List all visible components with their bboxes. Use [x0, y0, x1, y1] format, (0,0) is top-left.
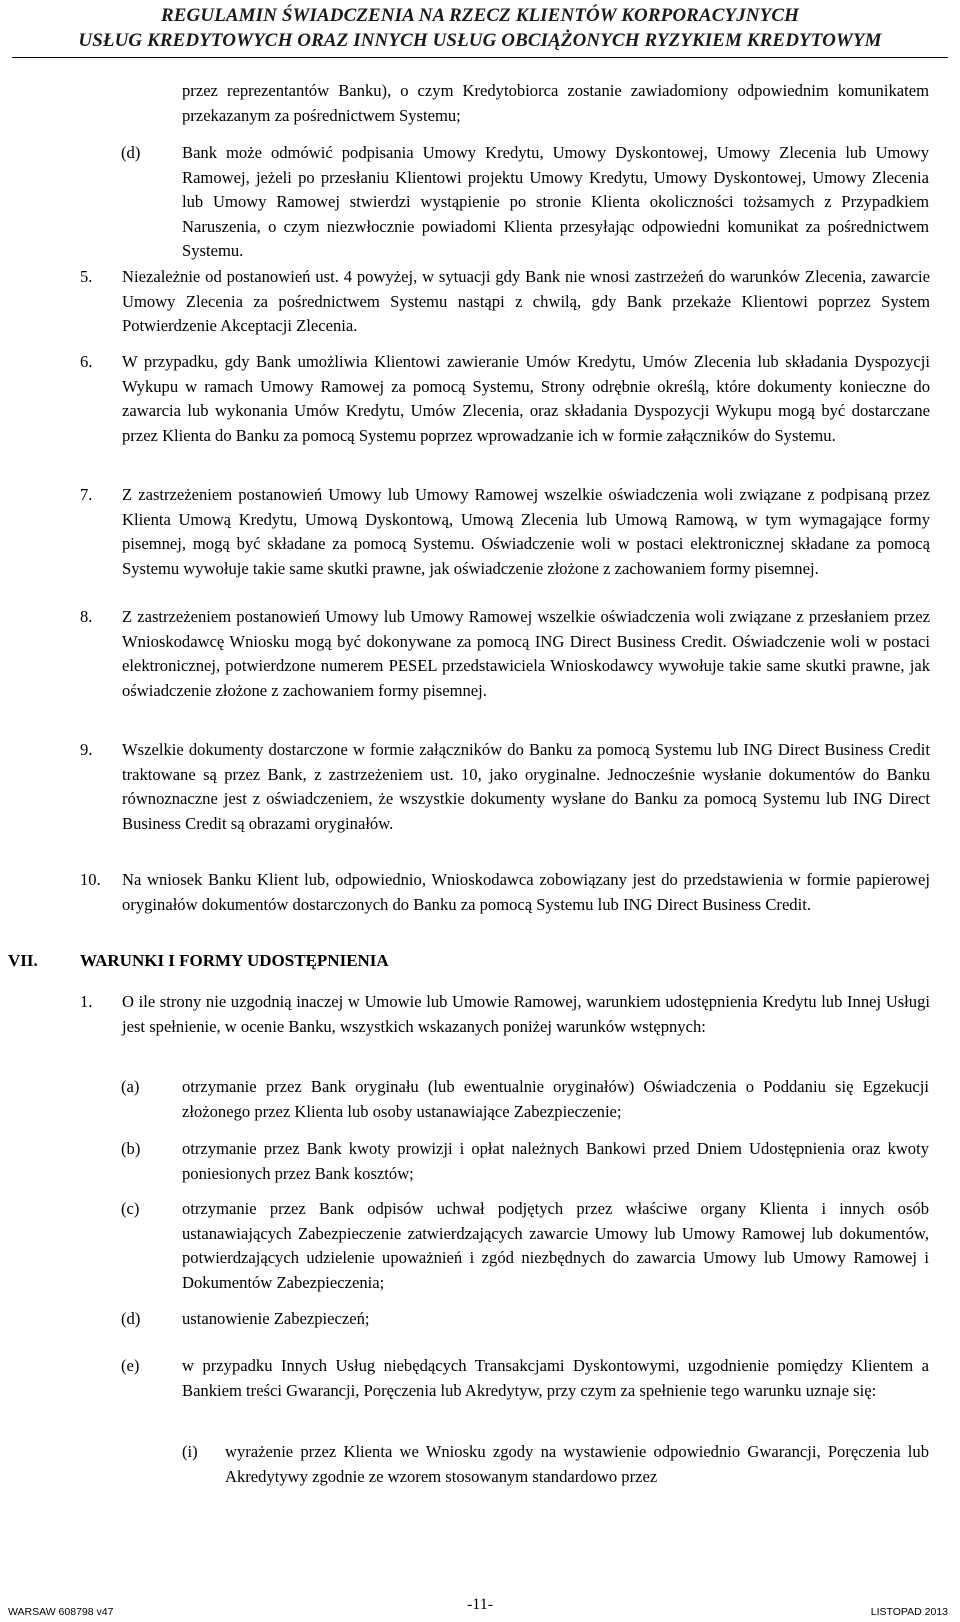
page-header [0, 3, 960, 53]
item-number-7: 7. [80, 485, 93, 504]
section-item-text-1: O ile strony nie uzgodnią inaczej w Umowie lub Umowie Ramowej, warunkiem udostępnienia Kredytu lub Innej Usługi jest spełnienie, w ocenie Banku, wszystkich wskazanych poniżej warunków wstępnych: [122, 992, 930, 1036]
item-number-10: 10. [80, 870, 101, 889]
item-number-5: 5. [80, 267, 93, 286]
footer-document-ref: WARSAW 608798 v47 [8, 1606, 114, 1618]
item-text-8: Z zastrzeżeniem postanowień Umowy lub Umowy Ramowej wszelkie oświadczenia woli związane z przesłaniem przez Wnioskodawcę Wniosku mogą być dokonywane za pomocą ING Direct Business Credit. Oświadczenie woli w postaci elektronicznej, potwierdzone numerem PESEL przedstawiciela Wnioskodawcy wywołuje takie same skutki prawne, jak oświadczenie złożone z zachowaniem formy pisemnej. [122, 607, 930, 700]
item-text-6: W przypadku, gdy Bank umożliwia Klientowi zawieranie Umów Kredytu, Umów Zlecenia lub składania Dyspozycji Wykupu w ramach Umowy Ramowej za pomocą Systemu, Strony odrębnie określą, które dokumenty konieczne do zawarcia lub wykonania Umów Kredytu, Umów Zlecenia, oraz składania Dyspozycji Wykupu mogą być dostarczane przez Klienta do Banku za pomocą Systemu poprzez wprowadzanie ich w formie załączników do Systemu. [122, 352, 930, 445]
item-number-8: 8. [80, 607, 93, 626]
header-title-line-1: REGULAMIN ŚWIADCZENIA NA RZECZ KLIENTÓW KORPORACYJNYCH [161, 5, 799, 26]
item-text-7: Z zastrzeżeniem postanowień Umowy lub Umowy Ramowej wszelkie oświadczenia woli związane z podpisaną przez Klienta Umową Kredytu, Umową Dyskontową, Umową Zlecenia lub Umową Ramową, w tym wymagające formy pisemnej, mogą być składane za pomocą Systemu. Oświadczenie woli w postaci elektronicznej składane za pomocą Systemu wywołuje takie same skutki prawne, jak oświadczenie złożone z zachowaniem formy pisemnej. [122, 485, 930, 578]
condition-label-c: (c) [121, 1199, 140, 1218]
condition-text-d: ustanowienie Zabezpieczeń; [182, 1309, 370, 1328]
sub-condition-label-i: (i) [182, 1442, 198, 1461]
item-text-5: Niezależnie od postanowień ust. 4 powyżej, w sytuacji gdy Bank nie wnosi zastrzeżeń do warunków Zlecenia, zawarcie Umowy Zlecenia za pośrednictwem Systemu nastąpi z chwilą, gdy Bank przekaże Klientowi poprzez System Potwierdzenie Akceptacji Zlecenia. [122, 267, 930, 336]
header-rule [12, 57, 948, 58]
section-number: VII. [8, 951, 38, 970]
condition-text-a: otrzymanie przez Bank oryginału (lub ewentualnie oryginałów) Oświadczenia o Poddaniu się Egzekucji złożonego przez Klienta lub osoby ustanawiające Zabezpieczenie; [182, 1077, 929, 1121]
condition-label-b: (b) [121, 1139, 141, 1158]
item-text-9: Wszelkie dokumenty dostarczone w formie załączników do Banku za pomocą Systemu lub ING Direct Business Credit traktowane są przez Bank, z zastrzeżeniem ust. 10, jako oryginalne. Jednocześnie wysłanie dokumentów do Banku równoznaczne jest z oświadczeniem, że wszystkie dokumenty wysłane do Banku za pomocą Systemu lub ING Direct Business Credit są obrazami oryginałów. [122, 740, 930, 833]
continuation-paragraph: przez reprezentantów Banku), o czym Kredytobiorca zostanie zawiadomiony odpowiednim komunikatem przekazanym za pośrednictwem Systemu; [182, 81, 929, 125]
condition-label-a: (a) [121, 1077, 140, 1096]
footer-date: LISTOPAD 2013 [870, 1606, 948, 1618]
sub-item-text-d: Bank może odmówić podpisania Umowy Kredytu, Umowy Dyskontowej, Umowy Zlecenia lub Umowy Ramowej, jeżeli po przesłaniu Klientowi projektu Umowy Kredytu, Umowy Dyskontowej, Umowy Zlecenia lub Umowy Ramowej stwierdzi wystąpienie po stronie Klienta okoliczności tożsamych z Przypadkiem Naruszenia, o czym niezwłocznie powiadomi Klienta przesyłając odpowiedni komunikat za pośrednictwem Systemu. [182, 143, 929, 261]
item-number-9: 9. [80, 740, 93, 759]
section-item-number-1: 1. [80, 992, 93, 1011]
sub-condition-text-i: wyrażenie przez Klienta we Wniosku zgody na wystawienie odpowiednio Gwarancji, Poręczenia lub Akredytywy zgodnie ze wzorem stosowanym standardowo przez [225, 1442, 929, 1486]
item-text-10: Na wniosek Banku Klient lub, odpowiednio, Wnioskodawca zobowiązany jest do przedstawienia w formie papierowej oryginałów dokumentów dostarczonych do Banku za pomocą Systemu lub ING Direct Business Credit. [122, 870, 930, 914]
condition-label-e: (e) [121, 1356, 140, 1375]
sub-item-label-d: (d) [121, 143, 141, 162]
section-title: WARUNKI I FORMY UDOSTĘPNIENIA [80, 951, 389, 970]
page-number: -11- [466, 1596, 494, 1613]
condition-text-e: w przypadku Innych Usług niebędących Transakcjami Dyskontowymi, uzgodnienie pomiędzy Klientem a Bankiem treści Gwarancji, Poręczenia lub Akredytyw, przy czym za spełnienie tego warunku uznaje się: [182, 1356, 929, 1400]
header-title-line-2: USŁUG KREDYTOWYCH ORAZ INNYCH USŁUG OBCIĄŻONYCH RYZYKIEM KREDYTOWYM [78, 30, 882, 51]
condition-text-c: otrzymanie przez Bank odpisów uchwał podjętych przez właściwe organy Klienta i innych osób ustanawiających Zabezpieczenie zatwierdzających zawarcie Umowy lub Umowy Ramowej lub dokumentów, potwierdzających udzielenie upoważnień i zgód niezbędnych do zawarcia Umowy lub Umowy Ramowej i Dokumentów Zabezpieczenia; [182, 1199, 929, 1292]
condition-text-b: otrzymanie przez Bank kwoty prowizji i opłat należnych Bankowi przed Dniem Udostępnienia oraz kwoty poniesionych przez Bank kosztów; [182, 1139, 929, 1183]
condition-label-d: (d) [121, 1309, 141, 1328]
item-number-6: 6. [80, 352, 93, 371]
